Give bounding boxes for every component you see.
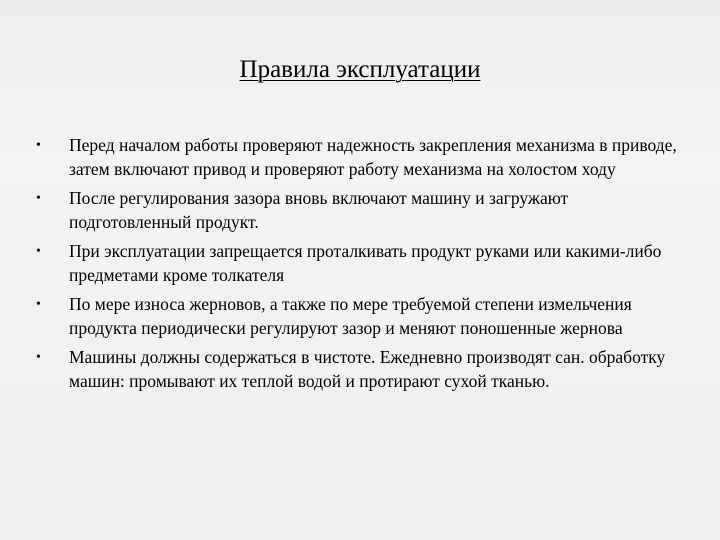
bullet-text: После регулирования зазора вновь включают машину и загружают подготовленный продукт. [69, 188, 569, 232]
slide-title: Правила эксплуатации [239, 56, 481, 83]
bullet-list [36, 134, 686, 399]
bullet-item [36, 346, 686, 393]
bullet-icon: • [36, 191, 41, 206]
bullet-item [36, 293, 686, 340]
bullet-text: По мере износа жерновов, а также по мере требуемой степени измельчения продукта периодически регулируют зазор и меняют поношенные жернова [69, 294, 632, 338]
bullet-icon: • [36, 138, 41, 153]
bullet-text: Перед началом работы проверяют надежность закрепления механизма в приводе, затем включают привод и проверяют работу механизма на холостом ходу [69, 135, 677, 179]
bullet-icon: • [36, 244, 41, 259]
bullet-item [36, 134, 686, 181]
bullet-text: Машины должны содержаться в чистоте. Ежедневно производят сан. обработку машин: промывают их теплой водой и протирают сухой тканью. [69, 347, 666, 391]
bullet-item [36, 187, 686, 234]
bullet-text: При эксплуатации запрещается проталкивать продукт руками или какими-либо предметами кроме толкателя [69, 241, 662, 285]
bullet-icon: • [36, 297, 41, 312]
bullet-item [36, 240, 686, 287]
bullet-icon: • [36, 350, 41, 365]
